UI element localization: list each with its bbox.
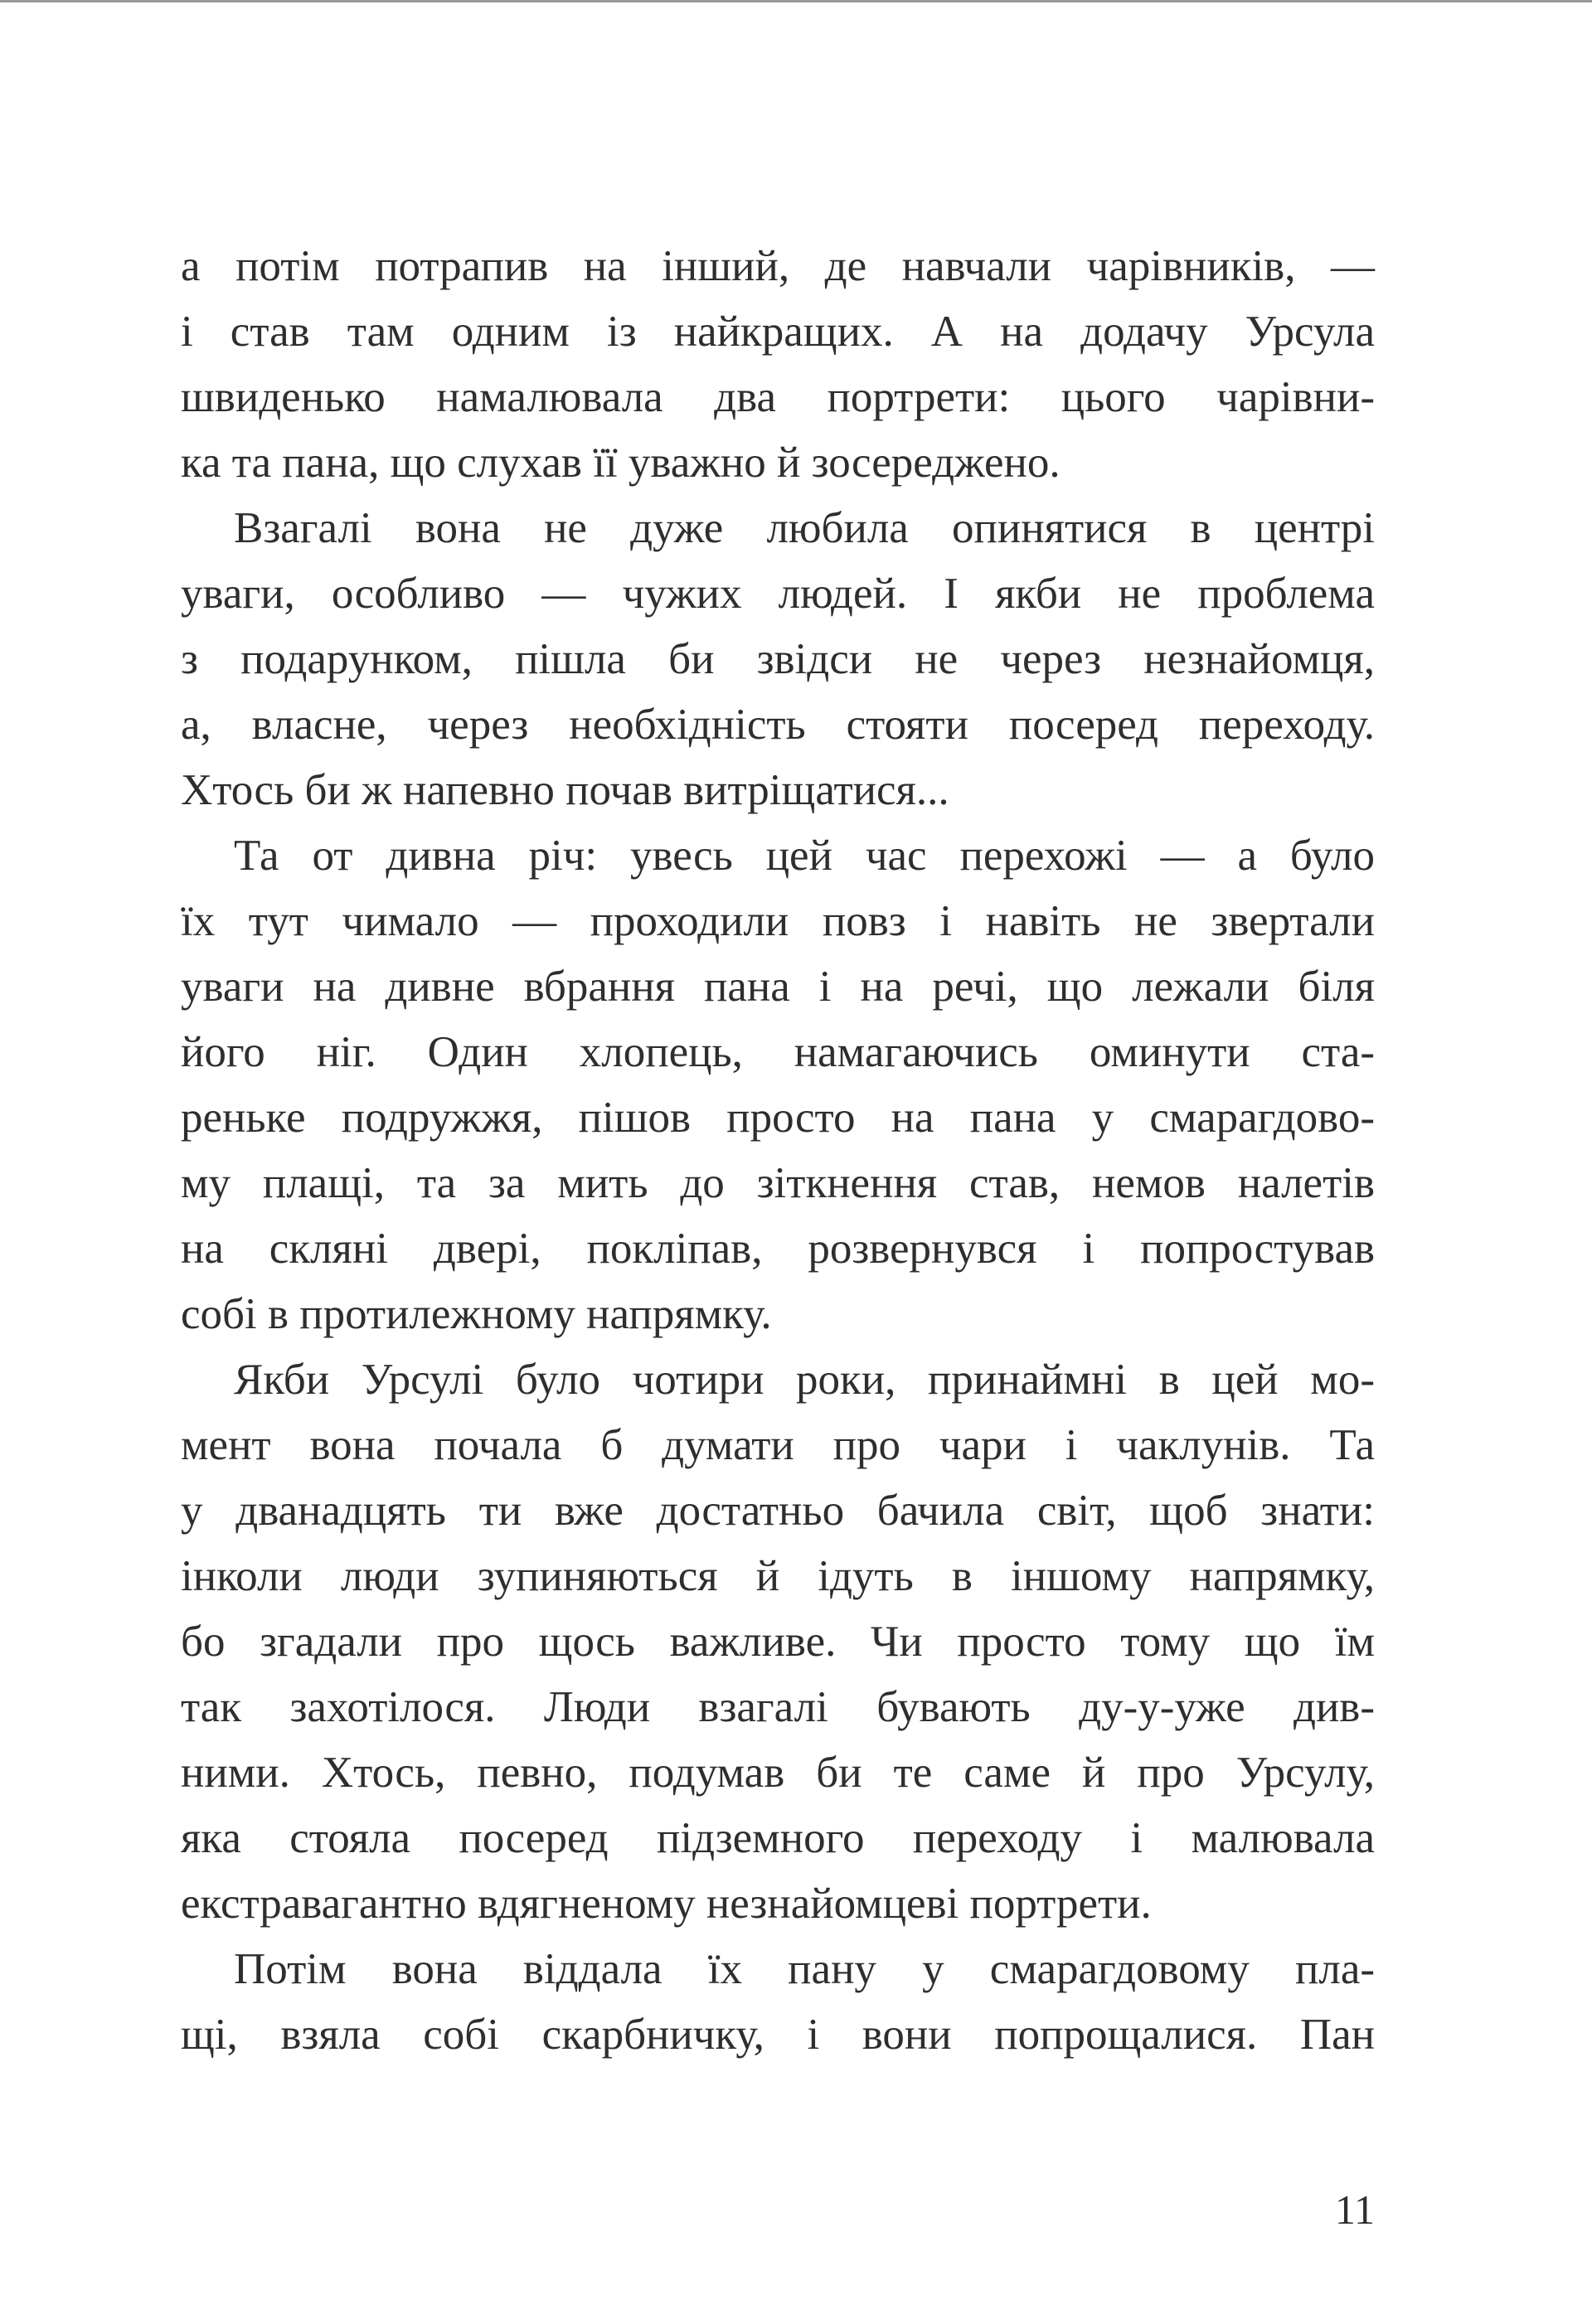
text-line: уваги на дивне вбрання пана і на речі, що лежали біля [181, 963, 1375, 1011]
text-line: щі, взяла собі скарбничку, і вони попрощалися. Пан [181, 2011, 1375, 2059]
text-line: екстравагантно вдягненому незнайомцеві портрети. [181, 1880, 1152, 1928]
text-line: його ніг. Один хлопець, намагаючись оминути ста- [181, 1028, 1375, 1076]
text-line: Якби Урсулі було чотири роки, принаймні в цей мо- [234, 1356, 1375, 1404]
paragraph [181, 1937, 1375, 2068]
text-line: уваги, особливо — чужих людей. І якби не проблема [181, 570, 1375, 618]
text-line: а потім потрапив на інший, де навчали чарівників, — [181, 242, 1375, 290]
page-number: 11 [1334, 2186, 1375, 2233]
text-line: а, власне, через необхідність стояти посеред переходу. [181, 701, 1375, 749]
text-line: яка стояла посеред підземного переходу і малювала [181, 1814, 1375, 1862]
text-line: мент вона почала б думати про чари і чаклунів. Та [181, 1421, 1375, 1469]
text-line: Хтось би ж напевно почав витріщатися... [181, 766, 949, 814]
text-line: Взагалі вона не дуже любила опинятися в центрі [234, 504, 1375, 552]
paragraph [181, 1347, 1375, 1937]
text-line: Потім вона віддала їх пану у смарагдовому пла- [234, 1945, 1375, 1993]
text-line: інколи люди зупиняються й ідуть в іншому напрямку, [181, 1552, 1375, 1600]
text-line: Та от дивна річ: увесь цей час перехожі — а було [234, 832, 1375, 880]
text-line: з подарунком, пішла би звідси не через незнайомця, [181, 635, 1375, 683]
text-line: ка та пана, що слухав її уважно й зосереджено. [181, 439, 1061, 487]
paragraph [181, 823, 1375, 1347]
text-line: собі в протилежному напрямку. [181, 1290, 772, 1338]
text-line: і став там одним із найкращих. А на додачу Урсула [181, 308, 1375, 356]
paragraph [181, 234, 1375, 496]
text-line: у дванадцять ти вже достатньо бачила світ, щоб знати: [181, 1487, 1375, 1535]
paragraph [181, 496, 1375, 823]
text-line: бо згадали про щось важливе. Чи просто тому що їм [181, 1618, 1375, 1666]
text-line: на скляні двері, покліпав, розвернувся і попростував [181, 1225, 1375, 1273]
page-top-border [0, 0, 1592, 2]
page-body-text [181, 234, 1375, 2068]
text-line: му плащі, та за мить до зіткнення став, немов налетів [181, 1159, 1375, 1207]
text-line: швиденько намалювала два портрети: цього чарівни- [181, 373, 1375, 421]
text-line: їх тут чимало — проходили повз і навіть не звертали [181, 897, 1375, 945]
text-line: реньке подружжя, пішов просто на пана у смарагдово- [181, 1094, 1375, 1142]
text-line: ними. Хтось, певно, подумав би те саме й про Урсулу, [181, 1749, 1375, 1797]
text-line: так захотілося. Люди взагалі бувають ду-у-уже див- [181, 1683, 1375, 1731]
